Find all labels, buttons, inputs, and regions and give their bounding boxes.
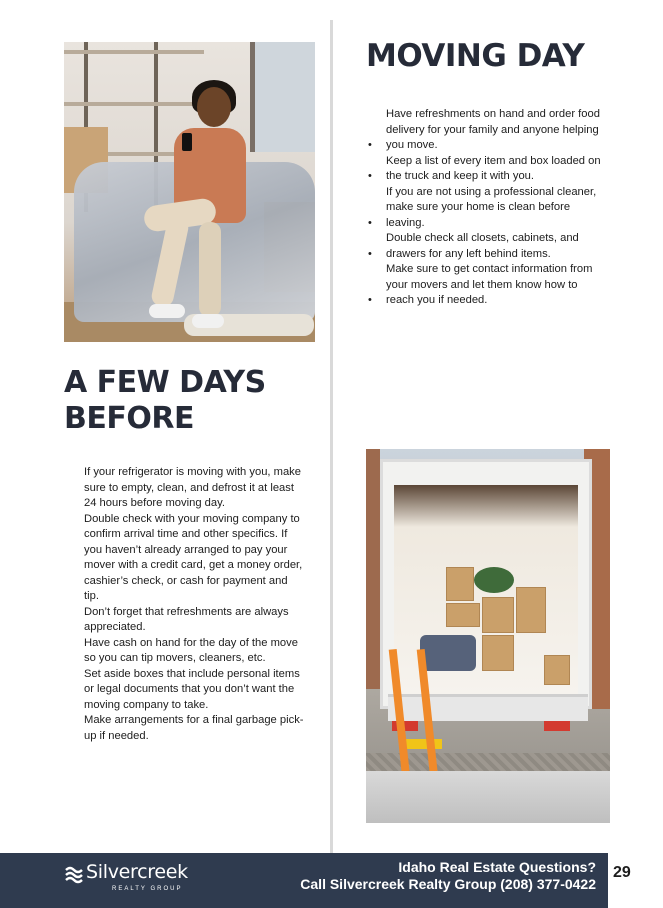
truck-bumper (388, 694, 588, 721)
list-item-text: Double check all closets, cabinets, and drawers for any left behind items. (386, 232, 579, 260)
shelf (64, 102, 204, 106)
bullet: • (368, 139, 372, 151)
bullet: • (368, 294, 372, 306)
list-item (366, 231, 606, 262)
footer-bar (0, 853, 608, 908)
paragraph: Set aside boxes that include personal items or legal documents that you don’t want the moving company to take. (84, 667, 300, 711)
wave-logo-icon (64, 864, 84, 884)
cardboard-box (446, 603, 480, 627)
sneaker (192, 314, 224, 328)
bullet: • (368, 170, 372, 182)
tail-light (544, 721, 570, 731)
list-item-text: Keep a list of every item and box loaded on the truck and keep it with you. (386, 154, 601, 182)
list-item-text: Have refreshments on hand and order food delivery for your family and anyone helping you move. (386, 108, 600, 151)
paragraph: Have cash on hand for the day of the move so you can tip movers, cleaners, etc. (84, 636, 298, 664)
page-number: 29 (613, 864, 631, 881)
silvercreek-logo (64, 861, 204, 899)
loading-ramp (366, 771, 610, 823)
moving-day-heading: MOVING DAY (366, 38, 585, 74)
sofa (420, 635, 476, 671)
cardboard-box (544, 655, 570, 685)
moving-truck-photo (366, 449, 610, 823)
bullet: • (368, 247, 372, 260)
sneaker (149, 304, 185, 318)
list-item-text: Make sure to get contact information from your movers and let them know how to reach you if needed. (386, 263, 593, 306)
window (250, 42, 315, 152)
woman-leg (199, 222, 221, 317)
logo-subtitle: REALTY GROUP (112, 886, 183, 892)
footer-contact: Call Silvercreek Realty Group (208) 377-0422 (300, 876, 596, 892)
woman-on-couch-photo (64, 42, 315, 342)
shelf (64, 50, 204, 54)
plant (474, 567, 514, 593)
few-days-before-heading: A FEW DAYS BEFORE (64, 365, 266, 436)
list-item (366, 154, 606, 185)
cardboard-box (516, 587, 546, 633)
list-item (366, 185, 606, 232)
cardboard-box (482, 635, 514, 671)
column-divider (330, 20, 333, 853)
list-item (366, 262, 606, 309)
cardboard-box (446, 567, 474, 601)
moving-day-list (366, 107, 606, 309)
logo-name: Silvercreek (86, 861, 188, 883)
bullet: • (368, 216, 372, 229)
footer-question: Idaho Real Estate Questions? (398, 859, 596, 875)
list-item (366, 107, 606, 154)
paragraph: If your refrigerator is moving with you, make sure to empty, clean, and defrost it at least 24 hours before moving day. (84, 466, 301, 509)
paragraph: Make arrangements for a final garbage pick-up if needed. (84, 714, 304, 742)
list-item-text: If you are not using a professional cleaner, make sure your home is clean before leaving. (386, 185, 597, 229)
woman-face (197, 87, 231, 127)
paragraph: Don’t forget that refreshments are always appreciated. (84, 605, 289, 633)
brick-building (366, 449, 380, 689)
paragraph: Double check with your moving company to confirm arrival time and other specifics. If you haven’t already arranged to pay your mover with a credit card, get a money order, cashier’s check, or cash for payment and tip. (84, 512, 303, 602)
cardboard-box (482, 597, 514, 633)
phone-icon (182, 133, 192, 151)
few-days-before-text (84, 465, 304, 744)
